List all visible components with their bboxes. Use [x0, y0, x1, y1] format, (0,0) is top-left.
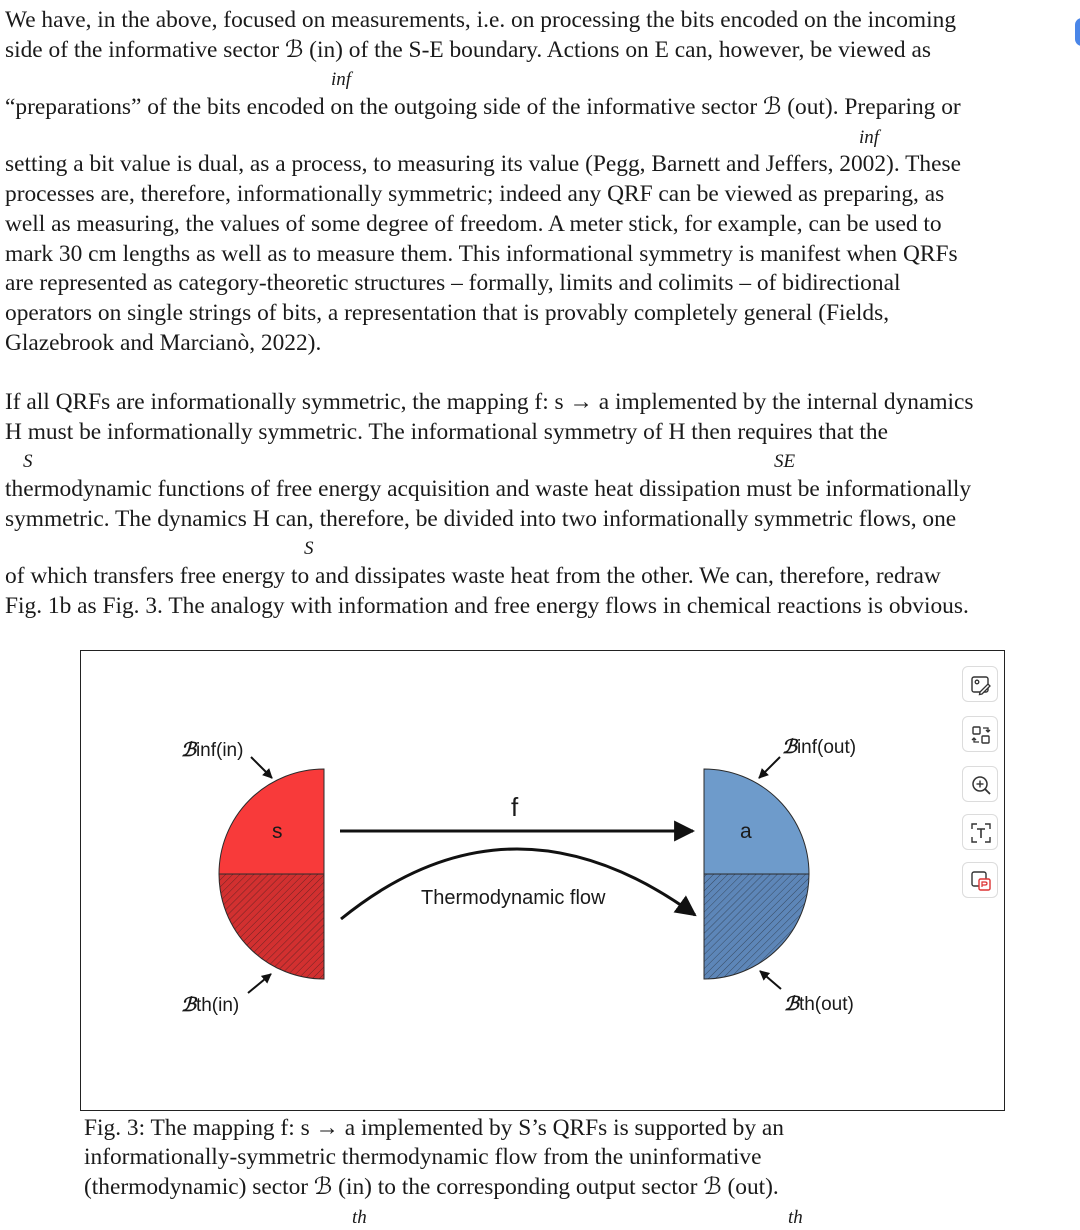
binf-out-sector: [704, 769, 809, 874]
figure-3: [80, 650, 1005, 1111]
caption-line: (thermodynamic) sector ℬ (in) to the corresponding output sector ℬ (out).: [84, 1174, 779, 1200]
text-line: H must be informationally symmetric. The informational symmetry of H then requires that the: [5, 419, 889, 445]
a-label: a: [740, 820, 752, 843]
extract-text-icon: [970, 822, 992, 844]
subscript: th: [788, 1207, 803, 1228]
bth-out-pointer: [760, 971, 781, 989]
zoom-in-button[interactable]: [962, 766, 998, 802]
binf-in-label: ℬinf(in): [181, 739, 244, 761]
convert-icon: [970, 724, 992, 746]
subscript: inf: [859, 127, 880, 148]
edit-image-icon: [970, 674, 992, 696]
thermodynamic-flow-label: Thermodynamic flow: [421, 887, 606, 909]
text-line: setting a bit value is dual, as a process, to measuring its value (Pegg, Barnett and Jeffers, 2002). These: [5, 151, 961, 177]
text-line: We have, in the above, focused on measurements, i.e. on processing the bits encoded on the incoming: [5, 7, 957, 33]
edit-image-button[interactable]: [962, 666, 998, 702]
convert-button[interactable]: [962, 716, 998, 752]
zoom-in-icon: [970, 774, 992, 796]
text-line: mark 30 cm lengths as well as to measure them. This informational symmetry is manifest when QRFs: [5, 241, 958, 267]
export-pdf-icon: [970, 870, 992, 892]
f-label: f: [511, 792, 519, 822]
text-line: are represented as category-theoretic structures – formally, limits and colimits – of bidirectional: [5, 270, 901, 296]
text-line: Glazebrook and Marcianò, 2022).: [5, 330, 322, 356]
scroll-indicator[interactable]: [1075, 18, 1080, 46]
text-line: If all QRFs are informationally symmetric, the mapping f: s → a implemented by the internal dynamics: [5, 389, 974, 415]
text-line: well as measuring, the values of some degree of freedom. A meter stick, for example, can be used to: [5, 211, 942, 237]
text-line: of which transfers free energy to and dissipates waste heat from the other. We can, therefore, redraw: [5, 563, 941, 589]
text-line: operators on single strings of bits, a representation that is provably completely general (Fields,: [5, 300, 890, 326]
text-line: processes are, therefore, informationally symmetric; indeed any QRF can be viewed as preparing, as: [5, 181, 945, 207]
binf-in-pointer: [251, 757, 272, 778]
text-line: side of the informative sector ℬ (in) of the S-E boundary. Actions on E can, however, be viewed as: [5, 37, 931, 63]
text-line: “preparations” of the bits encoded on the outgoing side of the informative sector ℬ (out). Preparing or: [5, 94, 961, 120]
caption-line: Fig. 3: The mapping f: s → a implemented by S’s QRFs is supported by an: [84, 1115, 784, 1141]
bth-in-label: ℬth(in): [181, 994, 240, 1016]
subscript: th: [352, 1207, 367, 1228]
binf-out-pointer: [759, 757, 780, 778]
s-label: s: [272, 820, 283, 843]
export-pdf-button[interactable]: [962, 862, 998, 898]
subscript: S: [304, 538, 314, 559]
subscript: inf: [331, 69, 352, 90]
extract-text-button[interactable]: [962, 814, 998, 850]
text-line: thermodynamic functions of free energy acquisition and waste heat dissipation must be informationally: [5, 476, 972, 502]
bth-out-hatch: [704, 874, 809, 979]
binf-out-label: ℬinf(out): [782, 736, 857, 758]
figure-diagram: [81, 651, 1006, 1112]
caption-line: informationally-symmetric thermodynamic flow from the uninformative: [84, 1144, 762, 1170]
bth-out-label: ℬth(out): [784, 993, 854, 1015]
text-line: symmetric. The dynamics H can, therefore, be divided into two informationally symmetric flows, one: [5, 506, 957, 532]
bth-in-pointer: [248, 974, 271, 993]
text-line: Fig. 1b as Fig. 3. The analogy with information and free energy flows in chemical reactions is obvious.: [5, 593, 969, 619]
bth-in-hatch: [219, 874, 324, 979]
subscript: S: [23, 451, 33, 472]
subscript: SE: [774, 451, 796, 472]
